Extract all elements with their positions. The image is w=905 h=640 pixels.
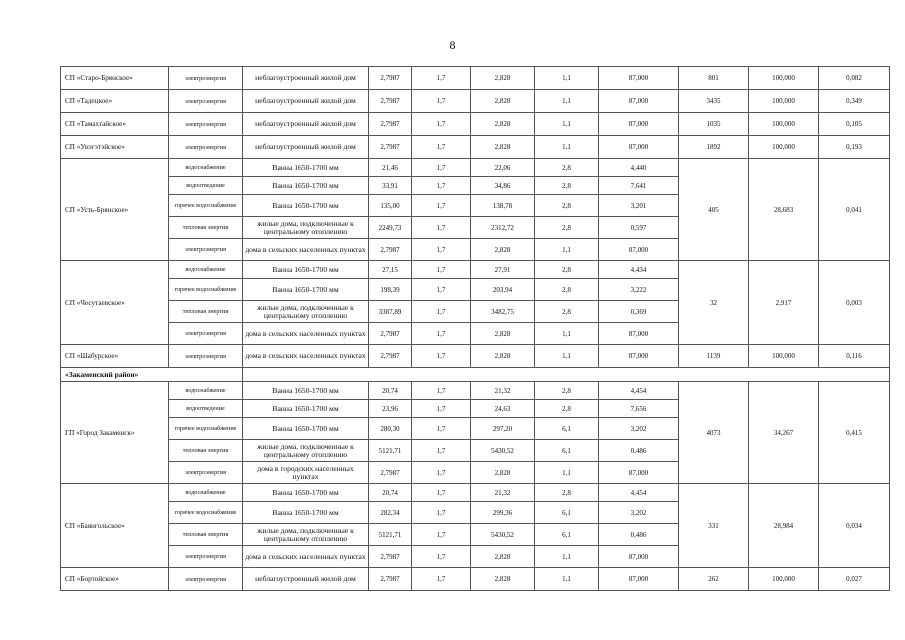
value-cell: 5121,71 <box>369 524 412 546</box>
value-cell: 4,454 <box>599 484 679 502</box>
consumption-description: Ванна 1650-1700 мм <box>243 418 369 440</box>
value-cell: 1,7 <box>412 484 471 502</box>
tariff-table <box>60 66 890 591</box>
value-cell: 2,7987 <box>369 568 412 591</box>
value-cell: 1,7 <box>412 323 471 345</box>
value-cell: 0,486 <box>599 524 679 546</box>
value-cell: 21,32 <box>471 382 535 400</box>
value-cell: 2,7987 <box>369 90 412 113</box>
value-cell: 1,7 <box>412 524 471 546</box>
resource-type: электроэнергия <box>169 546 243 568</box>
value-cell: 0,597 <box>599 217 679 239</box>
value-cell: 1,7 <box>412 301 471 323</box>
settlement-name: СП «Тадецкое» <box>61 90 169 113</box>
table-row <box>61 345 890 368</box>
value-cell: 1,1 <box>535 113 599 136</box>
summary-cell: 0,193 <box>819 136 890 159</box>
table-row <box>61 67 890 90</box>
summary-cell: 100,000 <box>749 568 819 591</box>
value-cell: 4,440 <box>599 159 679 177</box>
summary-cell: 0,034 <box>819 484 890 568</box>
value-cell: 3387,89 <box>369 301 412 323</box>
value-cell: 1,1 <box>535 239 599 261</box>
consumption-description: дома в сельских населенных пунктах <box>243 323 369 345</box>
value-cell: 87,000 <box>599 239 679 261</box>
table-row <box>61 261 890 279</box>
value-cell: 87,000 <box>599 136 679 159</box>
value-cell: 2312,72 <box>471 217 535 239</box>
value-cell: 299,36 <box>471 502 535 524</box>
value-cell: 2,8 <box>535 217 599 239</box>
consumption-description: неблагоустроенный жилой дом <box>243 90 369 113</box>
resource-type: горячее водоснабжение <box>169 418 243 440</box>
value-cell: 22,06 <box>471 159 535 177</box>
value-cell: 282,34 <box>369 502 412 524</box>
summary-cell: 4073 <box>679 382 749 484</box>
resource-type: электроэнергия <box>169 323 243 345</box>
settlement-name: СП «Старо-Брянское» <box>61 67 169 90</box>
resource-type: водоотведение <box>169 400 243 418</box>
section-blank <box>243 368 890 382</box>
value-cell: 1,1 <box>535 323 599 345</box>
summary-cell: 0,027 <box>819 568 890 591</box>
summary-cell: 0,116 <box>819 345 890 368</box>
value-cell: 2,828 <box>471 546 535 568</box>
resource-type: водоснабжение <box>169 159 243 177</box>
summary-cell: 0,415 <box>819 382 890 484</box>
page-number: 8 <box>449 38 456 52</box>
summary-cell: 3435 <box>679 90 749 113</box>
value-cell: 203,94 <box>471 279 535 301</box>
consumption-description: дома в сельских населенных пунктах <box>243 239 369 261</box>
consumption-description: Ванна 1650-1700 мм <box>243 177 369 195</box>
consumption-description: жилые дома, подключенные к центральному отоплению <box>243 440 369 462</box>
value-cell: 1,7 <box>412 400 471 418</box>
settlement-name: СП «Чесутаевское» <box>61 261 169 345</box>
resource-type: водоснабжение <box>169 261 243 279</box>
summary-cell: 0,349 <box>819 90 890 113</box>
value-cell: 5121,71 <box>369 440 412 462</box>
value-cell: 3482,75 <box>471 301 535 323</box>
resource-type: горячее водоснабжение <box>169 195 243 217</box>
value-cell: 27,91 <box>471 261 535 279</box>
value-cell: 1,7 <box>412 418 471 440</box>
value-cell: 5430,52 <box>471 440 535 462</box>
settlement-name: СП «Тамахтайское» <box>61 113 169 136</box>
settlement-name: СП «Усть-Брянское» <box>61 159 169 261</box>
value-cell: 1,7 <box>412 136 471 159</box>
value-cell: 24,63 <box>471 400 535 418</box>
value-cell: 2,7987 <box>369 113 412 136</box>
resource-type: электроэнергия <box>169 239 243 261</box>
value-cell: 33,91 <box>369 177 412 195</box>
value-cell: 2,7987 <box>369 136 412 159</box>
summary-cell: 100,000 <box>749 136 819 159</box>
consumption-description: неблагоустроенный жилой дом <box>243 568 369 591</box>
value-cell: 3,222 <box>599 279 679 301</box>
consumption-description: Ванна 1650-1700 мм <box>243 382 369 400</box>
value-cell: 1,7 <box>412 462 471 484</box>
value-cell: 1,7 <box>412 345 471 368</box>
value-cell: 87,000 <box>599 345 679 368</box>
section-title: «Закаменский район» <box>61 368 243 382</box>
settlement-name: ГП «Город Закаменск» <box>61 382 169 484</box>
summary-cell: 28,984 <box>749 484 819 568</box>
consumption-description: Ванна 1650-1700 мм <box>243 502 369 524</box>
consumption-description: Ванна 1650-1700 мм <box>243 195 369 217</box>
summary-cell: 1139 <box>679 345 749 368</box>
settlement-name: СП «Бортойское» <box>61 568 169 591</box>
value-cell: 1,1 <box>535 546 599 568</box>
value-cell: 1,7 <box>412 279 471 301</box>
value-cell: 87,000 <box>599 113 679 136</box>
consumption-description: жилые дома, подключенные к центральному отоплению <box>243 524 369 546</box>
summary-cell: 0,003 <box>819 261 890 345</box>
value-cell: 87,000 <box>599 90 679 113</box>
value-cell: 2,7987 <box>369 323 412 345</box>
consumption-description: Ванна 1650-1700 мм <box>243 159 369 177</box>
value-cell: 2,8 <box>535 261 599 279</box>
value-cell: 1,1 <box>535 67 599 90</box>
value-cell: 1,7 <box>412 440 471 462</box>
value-cell: 6,1 <box>535 524 599 546</box>
resource-type: водоснабжение <box>169 382 243 400</box>
value-cell: 2249,73 <box>369 217 412 239</box>
value-cell: 87,000 <box>599 546 679 568</box>
value-cell: 1,7 <box>412 568 471 591</box>
resource-type: тепловая энергия <box>169 301 243 323</box>
resource-type: водоснабжение <box>169 484 243 502</box>
value-cell: 2,7987 <box>369 67 412 90</box>
value-cell: 20,74 <box>369 382 412 400</box>
value-cell: 2,8 <box>535 382 599 400</box>
value-cell: 2,7987 <box>369 462 412 484</box>
resource-type: горячее водоснабжение <box>169 279 243 301</box>
settlement-name: СП «Унэгэтэйское» <box>61 136 169 159</box>
value-cell: 23,96 <box>369 400 412 418</box>
value-cell: 6,1 <box>535 440 599 462</box>
value-cell: 0,369 <box>599 301 679 323</box>
value-cell: 280,30 <box>369 418 412 440</box>
summary-cell: 2,917 <box>749 261 819 345</box>
value-cell: 1,7 <box>412 113 471 136</box>
value-cell: 2,8 <box>535 301 599 323</box>
summary-cell: 331 <box>679 484 749 568</box>
resource-type: электроэнергия <box>169 90 243 113</box>
settlement-name: СП «Шабурское» <box>61 345 169 368</box>
value-cell: 1,7 <box>412 67 471 90</box>
value-cell: 4,454 <box>599 382 679 400</box>
resource-type: водоотведение <box>169 177 243 195</box>
value-cell: 297,20 <box>471 418 535 440</box>
summary-cell: 28,683 <box>749 159 819 261</box>
consumption-description: жилые дома, подключенные к центральному отоплению <box>243 301 369 323</box>
resource-type: электроэнергия <box>169 113 243 136</box>
value-cell: 1,7 <box>412 195 471 217</box>
value-cell: 2,7987 <box>369 239 412 261</box>
summary-cell: 32 <box>679 261 749 345</box>
table-row <box>61 113 890 136</box>
resource-type: тепловая энергия <box>169 440 243 462</box>
table-row <box>61 159 890 177</box>
value-cell: 6,1 <box>535 502 599 524</box>
settlement-name: СП «Баянгольское» <box>61 484 169 568</box>
table-row <box>61 568 890 591</box>
value-cell: 6,1 <box>535 418 599 440</box>
resource-type: электроэнергия <box>169 136 243 159</box>
summary-cell: 1035 <box>679 113 749 136</box>
value-cell: 87,000 <box>599 67 679 90</box>
consumption-description: Ванна 1650-1700 мм <box>243 279 369 301</box>
value-cell: 2,828 <box>471 462 535 484</box>
value-cell: 34,86 <box>471 177 535 195</box>
value-cell: 1,7 <box>412 261 471 279</box>
value-cell: 7,656 <box>599 400 679 418</box>
value-cell: 2,828 <box>471 239 535 261</box>
resource-type: электроэнергия <box>169 568 243 591</box>
value-cell: 1,1 <box>535 462 599 484</box>
value-cell: 87,000 <box>599 568 679 591</box>
summary-cell: 100,000 <box>749 345 819 368</box>
value-cell: 2,828 <box>471 113 535 136</box>
value-cell: 1,7 <box>412 159 471 177</box>
value-cell: 87,000 <box>599 323 679 345</box>
resource-type: тепловая энергия <box>169 217 243 239</box>
value-cell: 0,486 <box>599 440 679 462</box>
value-cell: 198,39 <box>369 279 412 301</box>
consumption-description: Ванна 1650-1700 мм <box>243 261 369 279</box>
value-cell: 5430,52 <box>471 524 535 546</box>
value-cell: 4,434 <box>599 261 679 279</box>
consumption-description: дома в городских населенных пунктах <box>243 462 369 484</box>
value-cell: 27,15 <box>369 261 412 279</box>
table-row <box>61 90 890 113</box>
consumption-description: неблагоустроенный жилой дом <box>243 136 369 159</box>
table-row <box>61 382 890 400</box>
summary-cell: 262 <box>679 568 749 591</box>
summary-cell: 801 <box>679 67 749 90</box>
value-cell: 21,32 <box>471 484 535 502</box>
summary-cell: 100,000 <box>749 113 819 136</box>
value-cell: 2,828 <box>471 136 535 159</box>
resource-type: электроэнергия <box>169 67 243 90</box>
value-cell: 2,8 <box>535 484 599 502</box>
summary-cell: 0,105 <box>819 113 890 136</box>
value-cell: 2,828 <box>471 67 535 90</box>
summary-cell: 0,082 <box>819 67 890 90</box>
value-cell: 1,7 <box>412 217 471 239</box>
summary-cell: 34,267 <box>749 382 819 484</box>
value-cell: 1,1 <box>535 568 599 591</box>
summary-cell: 100,000 <box>749 90 819 113</box>
value-cell: 3,201 <box>599 195 679 217</box>
value-cell: 2,8 <box>535 400 599 418</box>
value-cell: 1,1 <box>535 90 599 113</box>
value-cell: 7,641 <box>599 177 679 195</box>
value-cell: 2,7987 <box>369 345 412 368</box>
consumption-description: неблагоустроенный жилой дом <box>243 67 369 90</box>
value-cell: 87,000 <box>599 462 679 484</box>
value-cell: 2,8 <box>535 177 599 195</box>
value-cell: 3,202 <box>599 418 679 440</box>
consumption-description: Ванна 1650-1700 мм <box>243 400 369 418</box>
value-cell: 1,7 <box>412 502 471 524</box>
consumption-description: дома в сельских населенных пунктах <box>243 345 369 368</box>
value-cell: 1,7 <box>412 90 471 113</box>
summary-cell: 1892 <box>679 136 749 159</box>
table-body <box>61 67 890 591</box>
value-cell: 20,74 <box>369 484 412 502</box>
value-cell: 2,828 <box>471 90 535 113</box>
value-cell: 1,7 <box>412 546 471 568</box>
value-cell: 2,828 <box>471 568 535 591</box>
value-cell: 2,8 <box>535 279 599 301</box>
consumption-description: Ванна 1650-1700 мм <box>243 484 369 502</box>
value-cell: 1,1 <box>535 136 599 159</box>
value-cell: 2,7987 <box>369 546 412 568</box>
table-row <box>61 484 890 502</box>
value-cell: 1,7 <box>412 382 471 400</box>
value-cell: 135,00 <box>369 195 412 217</box>
resource-type: электроэнергия <box>169 345 243 368</box>
consumption-description: дома в сельских населенных пунктах <box>243 546 369 568</box>
value-cell: 1,7 <box>412 239 471 261</box>
value-cell: 1,7 <box>412 177 471 195</box>
section-row <box>61 368 890 382</box>
consumption-description: неблагоустроенный жилой дом <box>243 113 369 136</box>
value-cell: 2,8 <box>535 195 599 217</box>
summary-cell: 100,000 <box>749 67 819 90</box>
consumption-description: жилые дома, подключенные к центральному отоплению <box>243 217 369 239</box>
resource-type: электроэнергия <box>169 462 243 484</box>
value-cell: 21,46 <box>369 159 412 177</box>
value-cell: 3,202 <box>599 502 679 524</box>
value-cell: 1,1 <box>535 345 599 368</box>
value-cell: 2,828 <box>471 323 535 345</box>
table-row <box>61 136 890 159</box>
summary-cell: 405 <box>679 159 749 261</box>
summary-cell: 0,041 <box>819 159 890 261</box>
value-cell: 2,8 <box>535 159 599 177</box>
value-cell: 138,78 <box>471 195 535 217</box>
resource-type: тепловая энергия <box>169 524 243 546</box>
resource-type: горячее водоснабжение <box>169 502 243 524</box>
value-cell: 2,828 <box>471 345 535 368</box>
